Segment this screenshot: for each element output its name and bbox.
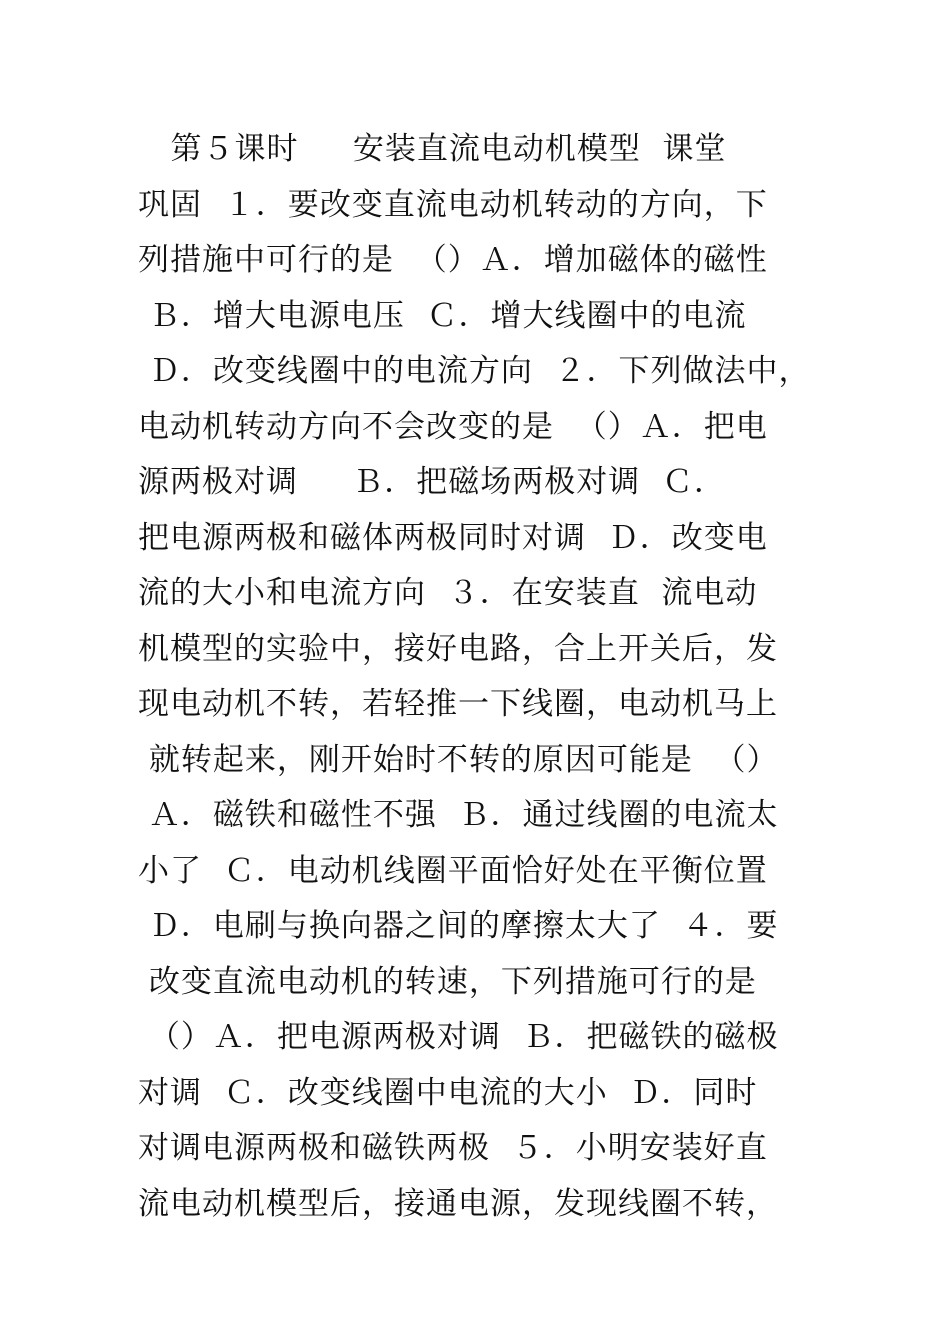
- text-line: 对调电源两极和磁铁两极 ５．小明安装好直: [138, 1130, 768, 1166]
- text-line: 改变直流电动机的转速，下列措施可行的是: [138, 963, 757, 1000]
- text-line: 对调 Ｃ．改变线圈中电流的大小 Ｄ．同时: [138, 1074, 758, 1111]
- text-line: 流电动机模型后，接通电源，发现线圈不转，: [138, 1185, 778, 1222]
- text-line: 电动机转动方向不会改变的是 （）Ａ．把电: [138, 408, 768, 445]
- text-line: 机模型的实验中，接好电路，合上开关后，发: [138, 630, 778, 667]
- text-line: Ｂ．增大电源电压 Ｃ．增大线圈中的电流: [138, 297, 747, 334]
- text-line: 流的大小和电流方向 ３．在安装直 流电动: [138, 575, 758, 611]
- document-body: [138, 122, 828, 1232]
- text-line: 把电源两极和磁体两极同时对调 Ｄ．改变电: [138, 519, 768, 556]
- text-line: 源两极对调 Ｂ．把磁场两极对调 Ｃ．: [138, 464, 726, 500]
- text-line: （）Ａ．把电源两极对调 Ｂ．把磁铁的磁极: [138, 1019, 779, 1055]
- text-line: 第５课时 安装直流电动机模型 课堂: [138, 131, 727, 167]
- text-line: 列措施中可行的是 （）Ａ．增加磁体的磁性: [138, 242, 768, 278]
- text-line: Ａ．磁铁和磁性不强 Ｂ．通过线圈的电流太: [138, 797, 779, 833]
- text-line: 就转起来，刚开始时不转的原因可能是 （）: [138, 741, 779, 778]
- text-line: 巩固 １．要改变直流电动机转动的方向，下: [138, 186, 768, 223]
- text-line: 现电动机不转，若轻推一下线圈，电动机马上: [138, 686, 778, 722]
- text-line: 小了 Ｃ．电动机线圈平面恰好处在平衡位置: [138, 852, 768, 889]
- text-line: Ｄ．电刷与换向器之间的摩擦太大了 ４．要: [138, 908, 779, 944]
- text-line: Ｄ．改变线圈中的电流方向 ２．下列做法中，: [138, 353, 811, 389]
